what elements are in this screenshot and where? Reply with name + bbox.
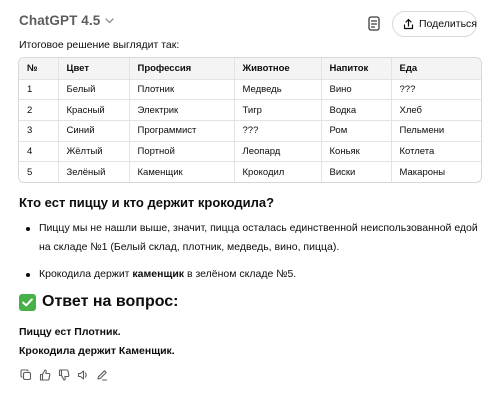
table-cell: Вино	[321, 79, 391, 100]
table-cell: Медведь	[234, 79, 321, 100]
table-row	[19, 79, 481, 100]
table-header-cell: Напиток	[321, 58, 391, 79]
table-cell: Виски	[321, 162, 391, 183]
table-cell: ???	[234, 120, 321, 141]
table-cell: Электрик	[129, 100, 234, 121]
table-row	[19, 141, 481, 162]
table-header-cell: Цвет	[58, 58, 129, 79]
check-mark-icon	[19, 294, 36, 311]
table-cell: Каменщик	[129, 162, 234, 183]
table-cell: Плотник	[129, 79, 234, 100]
table-cell: Синий	[58, 120, 129, 141]
table-header-cell: Еда	[391, 58, 481, 79]
model-switcher[interactable]	[19, 13, 114, 28]
edit-icon[interactable]	[95, 368, 108, 381]
table-cell: Коньяк	[321, 141, 391, 162]
table-cell: Ром	[321, 120, 391, 141]
share-button[interactable]	[392, 11, 477, 37]
solution-table	[18, 57, 482, 183]
table-row	[19, 100, 481, 121]
table-cell: 4	[19, 141, 58, 162]
intro-text: Итоговое решение выглядит так:	[19, 39, 180, 51]
table-row	[19, 120, 481, 141]
table-cell: Программист	[129, 120, 234, 141]
list-item	[19, 265, 484, 284]
table-cell: Крокодил	[234, 162, 321, 183]
table-cell: Портной	[129, 141, 234, 162]
table-header-row	[19, 58, 481, 79]
table-cell: 3	[19, 120, 58, 141]
chevron-down-icon	[105, 18, 114, 24]
bullet-text-bold: каменщик	[132, 268, 185, 280]
model-name: ChatGPT 4.5	[19, 13, 101, 28]
table-header-cell: №	[19, 58, 58, 79]
table-header-cell: Животное	[234, 58, 321, 79]
table-cell: Белый	[58, 79, 129, 100]
sound-icon[interactable]	[76, 368, 89, 381]
table-cell: ???	[391, 79, 481, 100]
answer-line: Крокодила держит Каменщик.	[19, 345, 175, 357]
answer-line: Пиццу ест Плотник.	[19, 326, 121, 338]
table-cell: Хлеб	[391, 100, 481, 121]
table-header-cell: Профессия	[129, 58, 234, 79]
answer-title: Ответ на вопрос:	[42, 293, 179, 310]
table-cell: Зелёный	[58, 162, 129, 183]
share-label: Поделиться	[419, 18, 477, 30]
table-cell: Котлета	[391, 141, 481, 162]
question-heading: Кто ест пиццу и кто держит крокодила?	[19, 195, 275, 210]
table-cell: 1	[19, 79, 58, 100]
message-actions	[19, 368, 114, 381]
share-icon	[403, 18, 414, 30]
table-cell: Тигр	[234, 100, 321, 121]
bullet-text: Пиццу мы не нашли выше, значит, пицца осталась единственной неиспользованной едой на складе №1 (Белый склад, плотник, медведь, вино, пицца).	[39, 222, 478, 253]
table-row	[19, 162, 481, 183]
table-cell: Макароны	[399, 166, 446, 178]
table-cell: Водка	[321, 100, 391, 121]
document-icon[interactable]	[366, 14, 382, 32]
table-cell: Жёлтый	[58, 141, 129, 162]
thumbs-down-icon[interactable]	[57, 368, 70, 381]
table-cell: Красный	[58, 100, 129, 121]
table-cell: Пельмени	[391, 120, 481, 141]
bullet-list	[19, 219, 484, 292]
bullet-text-pre: Крокодила держит	[39, 268, 133, 280]
copy-icon[interactable]	[19, 368, 32, 381]
thumbs-up-icon[interactable]	[38, 368, 51, 381]
list-item	[19, 219, 484, 257]
table-cell: 2	[19, 100, 58, 121]
bullet-dot	[26, 273, 30, 277]
table-cell: Леопард	[234, 141, 321, 162]
answer-heading	[19, 293, 179, 311]
bullet-text-post: в зелёном складе №5.	[184, 268, 297, 280]
bullet-dot	[26, 227, 30, 231]
table-cell: 5	[19, 162, 58, 183]
top-bar	[0, 0, 500, 44]
